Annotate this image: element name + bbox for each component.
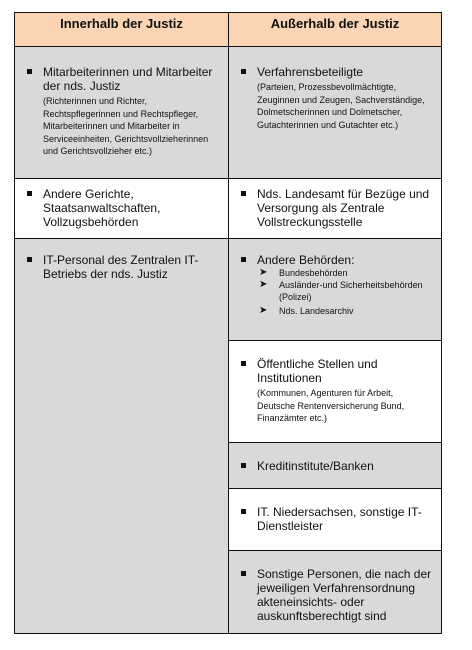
right-cell-1 [229,47,441,179]
bullet-icon [241,191,246,196]
right-item-3-main: Andere Behörden: [257,253,355,267]
bullet-icon [241,361,246,366]
right-item-1-main: Verfahrensbeteiligte [257,65,364,79]
left-cell-1 [15,47,229,179]
right-item-2-main: Nds. Landesamt für Bezüge und Versorgung als Zentrale Vollstreckungsstelle [257,187,430,229]
bullet-icon [241,509,246,514]
right-item-6 [243,505,433,533]
bullet-icon [241,257,246,262]
header-left-text: Innerhalb der Justiz [60,16,183,31]
left-item-3-main: IT-Personal des Zentralen IT-Betriebs der nds. Justiz [43,253,199,281]
authority-list-item [257,279,433,303]
right-item-4-sub: (Kommunen, Agenturen für Arbeit, Deutsche Rentenversicherung Bund, Finanzämter etc.) [257,388,405,423]
bullet-icon [241,69,246,74]
right-cell-7 [229,551,441,633]
right-cell-4 [229,341,441,443]
recipient-table [14,12,442,634]
left-item-2-main: Andere Gerichte, Staatsanwaltschaften, Vollzugsbehörden [43,187,161,229]
left-item-1 [29,65,220,158]
bullet-icon [27,69,32,74]
left-item-3 [29,253,220,281]
bullet-icon [27,257,32,262]
right-cell-3 [229,239,441,341]
authority-list-item-text: Bundesbehörden [279,268,348,278]
authority-list-item [257,267,433,279]
authority-list-item-text: Ausländer-und Sicherheitsbehörden (Polizei) [279,280,423,302]
right-item-7 [243,567,433,623]
arrow-bullet-icon: ➤ [259,305,268,316]
header-right [229,13,441,47]
header-right-text: Außerhalb der Justiz [270,16,400,31]
right-item-5 [243,459,433,473]
authority-list [257,267,433,317]
left-cell-2 [15,179,229,239]
right-cell-2 [229,179,441,239]
left-item-1-sub: (Richterinnen und Richter, Rechtspflegerinnen und Rechtspfleger, Mitarbeiterinnen und Mitarbeiter in Serviceeinheiten, Gerichtsvollzieherinnen und Gerichtsvollzieher etc.) [43,96,209,156]
arrow-bullet-icon: ➤ [259,279,268,290]
authority-list-item [257,305,433,317]
right-item-1-sub: (Parteien, Prozessbevollmächtigte, Zeuginnen und Zeugen, Sachverständige, Dolmetscherinnen und Dolmetscher, Gutachterinnen und Gutachter etc.) [257,82,425,130]
right-item-2 [243,187,433,229]
right-item-5-main: Kreditinstitute/Banken [257,459,374,473]
bullet-icon [27,191,32,196]
right-item-1 [243,65,433,131]
right-cell-6 [229,489,441,551]
left-item-2 [29,187,220,229]
right-item-4 [243,357,433,425]
bullet-icon [241,463,246,468]
header-left [15,13,229,47]
right-item-6-main: IT. Niedersachsen, sonstige IT-Dienstleister [257,505,422,533]
left-cell-3 [15,239,229,633]
right-item-3 [243,253,433,317]
right-cell-5 [229,443,441,489]
authority-list-item-text: Nds. Landesarchiv [279,306,354,316]
right-item-4-main: Öffentliche Stellen und Institutionen [257,357,378,385]
bullet-icon [241,571,246,576]
left-item-1-main: Mitarbeiterinnen und Mitarbeiter der nds. Justiz [43,65,213,93]
right-item-7-main: Sonstige Personen, die nach der jeweiligen Verfahrensordnung akteneinsichts- oder auskunftsberechtigt sind [257,567,432,623]
arrow-bullet-icon: ➤ [259,267,268,278]
